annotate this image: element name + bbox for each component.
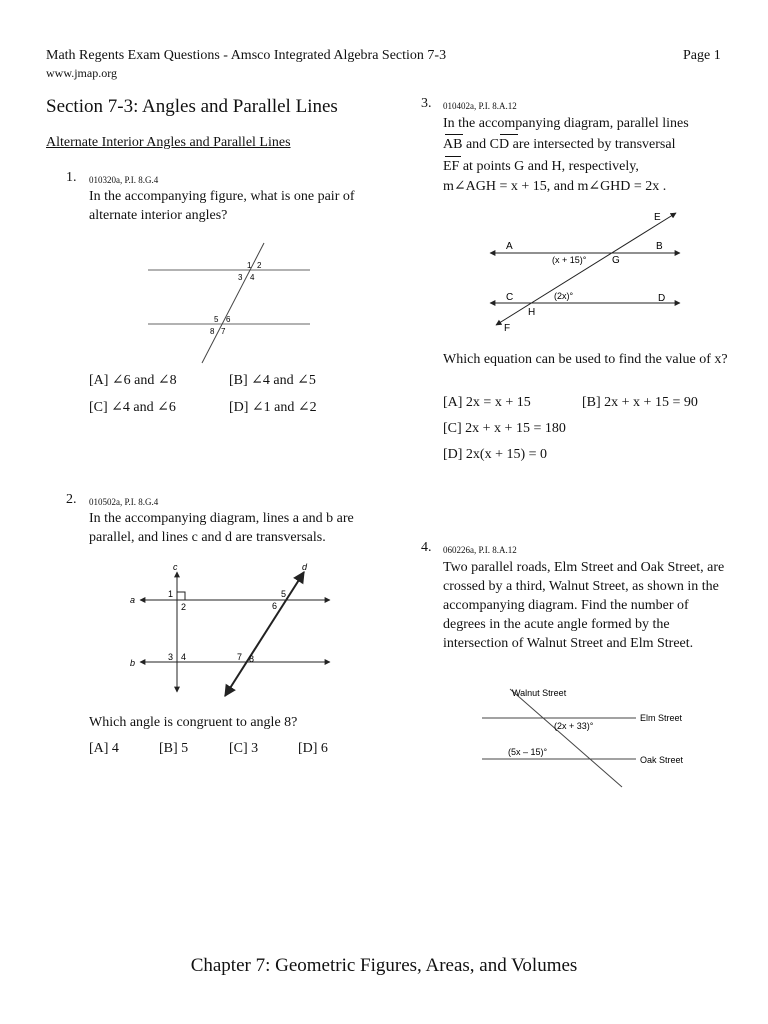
q2-label-2: 2 [181,602,187,612]
q2-label-a: a [130,595,136,605]
q4-figure [478,683,690,793]
q2-text: In the accompanying diagram, lines a and b are parallel, and lines c and d are transversals. [89,511,354,545]
q1-option-d: [D] ∠1 and ∠2 [229,400,317,415]
q3-label-b: B [656,241,663,252]
q1-label-4: 4 [250,273,255,282]
q2-question: Which angle is congruent to angle 8? [89,715,298,730]
q3-option-b: [B] 2x + x + 15 = 90 [582,395,698,410]
q3-label-e: E [654,212,661,223]
q4-walnut-street-line [510,689,622,787]
q4-text: Two parallel roads, Elm Street and Oak Street, are crossed by a third, Walnut Street, as shown in the accompanying diagram. Find the number of degrees in the acute angle formed by the intersection of Walnut Street and Elm Street. [443,560,725,651]
q4-label-angle1: (2x + 33)° [554,721,594,731]
q4-label-oak: Oak Street [640,755,684,765]
q1-label-3: 3 [238,273,243,282]
q2-line-d [225,572,304,696]
q2-code: 010502a, P.I. 8.G.4 [89,497,159,507]
q1-figure [140,238,315,368]
q3-text-line3: EF at points G and H, respectively, [443,159,639,174]
q2-label-b: b [130,658,136,668]
q3-question: Which equation can be used to find the value of x? [443,352,728,367]
q3-label-2x: (2x)° [554,291,574,301]
q1-label-2: 2 [257,261,262,270]
q2-figure [126,558,338,700]
q2-option-d: [D] 6 [298,741,328,756]
q3-text-line4: m∠AGH = x + 15, and m∠GHD = 2x . [443,179,667,194]
q4-code: 060226a, P.I. 8.A.12 [443,545,517,555]
q1-label-1: 1 [247,261,252,270]
q3-overbar-ef [445,156,461,157]
q2-label-1: 1 [168,589,174,599]
q2-number: 2. [66,492,77,507]
subsection-title: Alternate Interior Angles and Parallel Lines [46,135,291,150]
q3-overbar-cd [500,134,518,135]
header-title: Math Regents Exam Questions - Amsco Integrated Algebra Section 7-3 [46,48,447,63]
q2-label-5: 5 [281,589,287,599]
q1-code: 010320a, P.I. 8.G.4 [89,175,159,185]
q2-label-4: 4 [181,652,187,662]
q3-label-x15: (x + 15)° [552,255,587,265]
q1-label-6: 6 [226,315,231,324]
q3-label-f: F [504,323,511,334]
q3-number: 3. [421,96,432,111]
q2-label-8: 8 [249,654,255,664]
q2-label-6: 6 [272,601,278,611]
q2-option-a: [A] 4 [89,741,119,756]
q2-option-b: [B] 5 [159,741,189,756]
q1-number: 1. [66,170,77,185]
q3-label-h: H [528,307,536,318]
q1-text: In the accompanying figure, what is one pair of alternate interior angles? [89,189,355,223]
q3-option-a: [A] 2x = x + 15 [443,395,531,410]
page-number: Page 1 [683,48,721,63]
q2-label-3: 3 [168,652,174,662]
q1-label-5: 5 [214,315,219,324]
q3-code: 010402a, P.I. 8.A.12 [443,101,517,111]
q1-option-c: [C] ∠4 and ∠6 [89,400,176,415]
q4-label-angle2: (5x – 15)° [508,747,548,757]
q1-transversal [202,243,264,363]
q3-option-d: [D] 2x(x + 15) = 0 [443,447,548,462]
q2-label-7: 7 [237,652,243,662]
section-title: Section 7-3: Angles and Parallel Lines [46,96,338,117]
q4-number: 4. [421,540,432,555]
q2-label-c: c [173,562,178,572]
q3-line-ef [496,213,676,325]
page-footer: Chapter 7: Geometric Figures, Areas, and Volumes [190,955,578,976]
q2-right-angle-mark [177,592,185,600]
header-site: www.jmap.org [46,66,117,80]
q3-option-c: [C] 2x + x + 15 = 180 [443,421,566,436]
q3-text-line2: AB and CD are intersected by transversal [443,137,676,152]
q3-label-c: C [506,292,514,303]
q1-label-8: 8 [210,327,215,336]
q3-label-d: D [658,293,666,304]
q3-overbar-ab [445,134,463,135]
q2-label-d: d [302,562,308,572]
q3-figure [486,205,686,340]
q3-text-line1: In the accompanying diagram, parallel lines [443,116,689,131]
q1-label-7: 7 [221,327,226,336]
q1-option-b: [B] ∠4 and ∠5 [229,373,316,388]
q4-label-walnut: Walnut Street [512,688,567,698]
q2-option-c: [C] 3 [229,741,259,756]
q3-label-g: G [612,255,620,266]
q3-label-a: A [506,241,513,252]
q4-label-elm: Elm Street [640,713,683,723]
q1-option-a: [A] ∠6 and ∠8 [89,373,177,388]
